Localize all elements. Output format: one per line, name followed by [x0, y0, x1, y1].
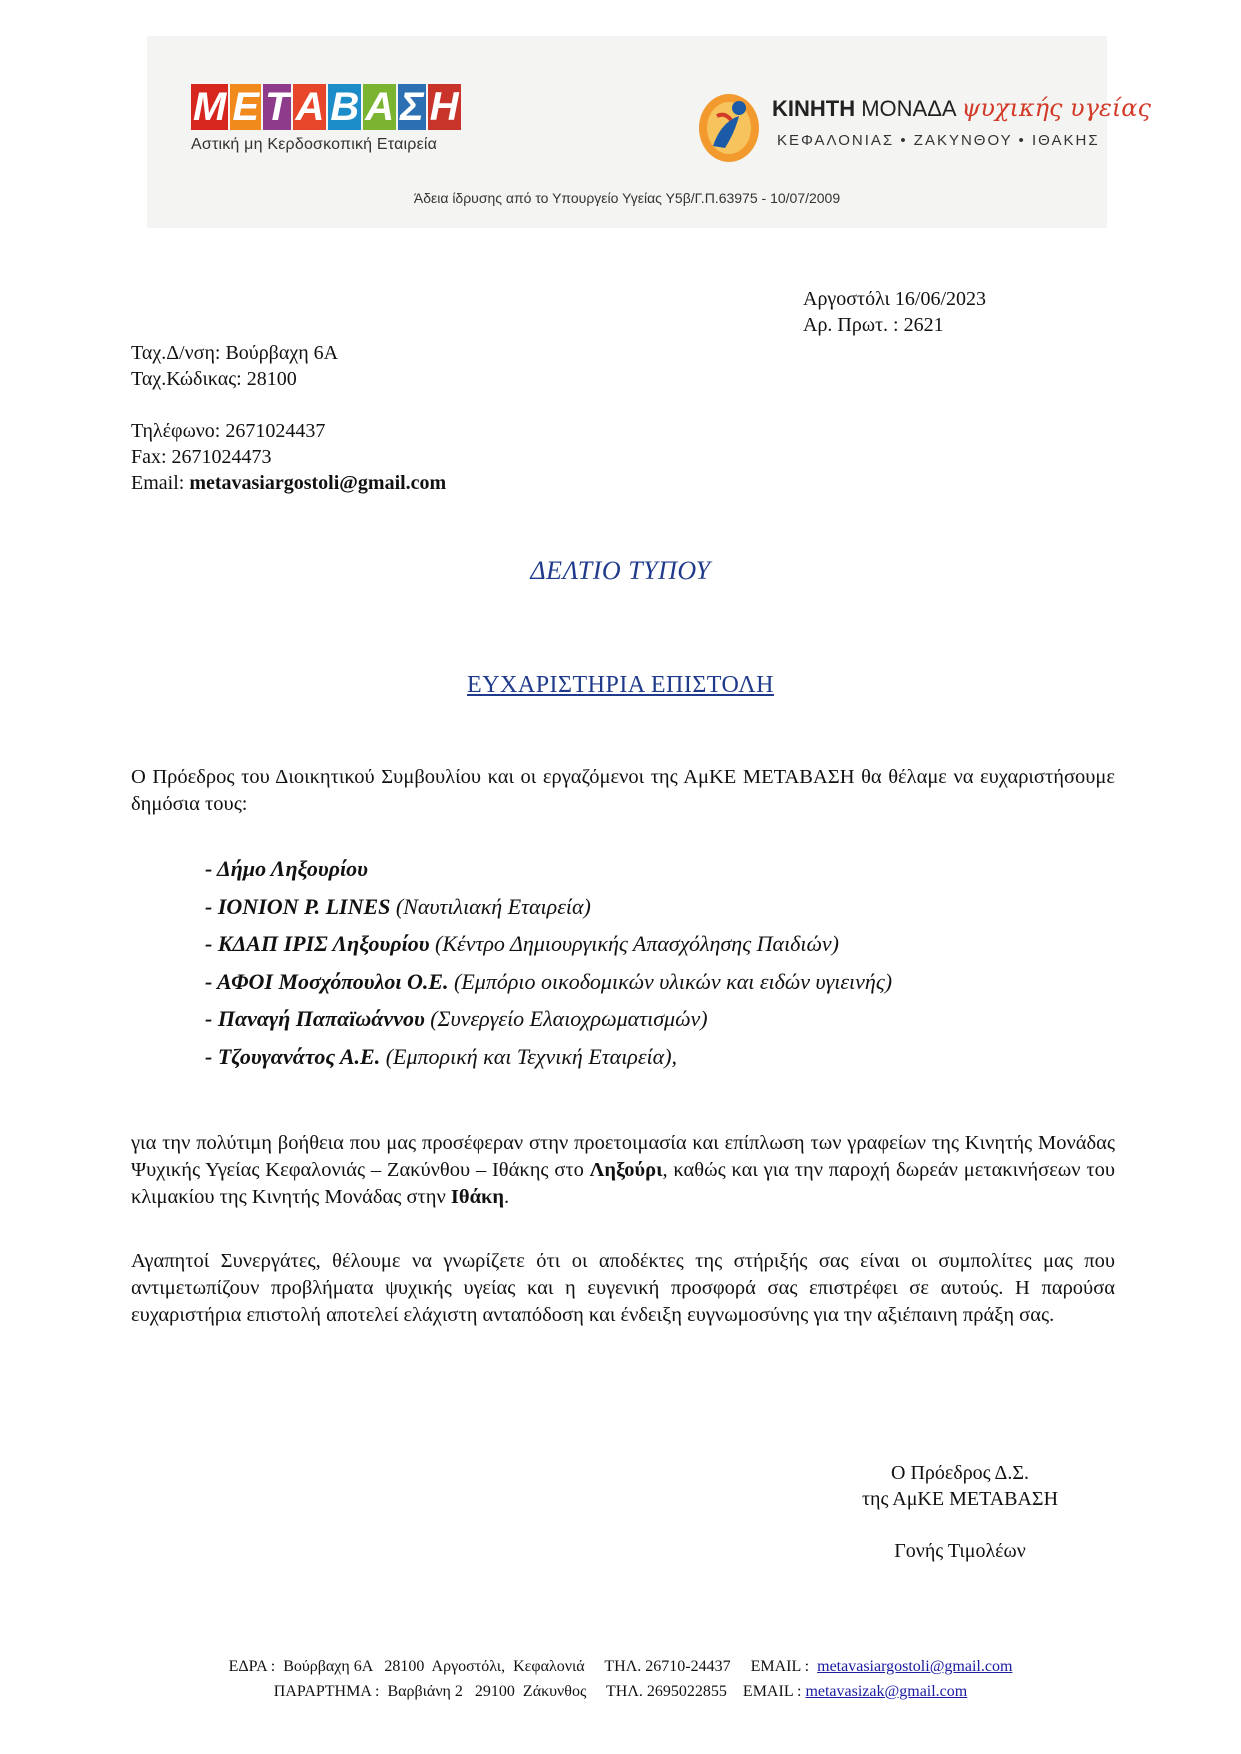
logo-letter: Σ — [400, 85, 424, 129]
letter-title: ΕΥΧΑΡΙΣΤΗΡΙΑ ΕΠΙΣΤΟΛΗ — [467, 672, 774, 698]
list-item — [205, 929, 892, 967]
spacer — [131, 392, 446, 418]
intro-paragraph: Ο Πρόεδρος του Διοικητικού Συμβουλίου και οι εργαζόμενοι της ΑμΚΕ ΜΕΤΑΒΑΣΗ θα θέλαμε να ευχαριστήσουμε δημόσια τους: — [131, 766, 1115, 815]
fax: Fax: 2671024473 — [131, 446, 272, 468]
email-label: Email: — [131, 472, 190, 494]
list-item-desc: (Εμπόριο οικοδομικών υλικών και ειδών υγιεινής) — [448, 968, 893, 994]
logo-letter: Τ — [265, 85, 290, 129]
list-item-desc: (Εμπορική και Τεχνική Εταιρεία), — [380, 1043, 678, 1069]
address-block — [131, 340, 446, 496]
footer-branch-text: ΠΑΡΑΡΤΗΜΑ : Βαρβιάνη 2 29100 Ζάκυνθος ΤΗΛ. 2695022855 EMAIL : — [273, 1683, 806, 1700]
footer-branch-email-link[interactable]: metavasizak@gmail.com — [805, 1683, 968, 1700]
list-item-name: - Τζουγανάτος Α.Ε. — [205, 1043, 381, 1069]
metavasi-logo — [191, 84, 461, 154]
logo-letter: Ε — [232, 85, 260, 129]
mobile-unit-title-bold: ΚΙΝΗΤΗ — [772, 96, 856, 121]
logo-letter: Α — [295, 85, 325, 129]
spacer — [760, 1512, 1160, 1538]
license-line: Άδεια ίδρυσης από το Υπουργείο Υγείας Υ5β/Γ.Π.63975 - 10/07/2009 — [413, 190, 841, 206]
body-paragraph-2: Αγαπητοί Συνεργάτες, θέλουμε να γνωρίζετε ότι οι αποδέκτες της στήριξής σας είναι οι συμπολίτες μας που αντιμετωπίζουν προβλήματα ψυχικής υγείας και η ευγενική προσφορά σας επιστρέφει σε αυτούς. Η παρούσα ευχαριστήρια επιστολή αποτελεί ελάχιστη ανταπόδοση και ένδειξη ευγνωμοσύνης για την αξιέπαινη πράξη σας. — [131, 1250, 1115, 1326]
list-item-name: - Παναγή Παπαϊωάννου — [205, 1006, 425, 1032]
logo-letter: Β — [330, 85, 360, 129]
mobile-unit-title-script: ψυχικής υγείας — [961, 94, 1151, 122]
phone: Τηλέφωνο: 2671024437 — [131, 420, 326, 442]
mobile-unit-title-mid: ΜΟΝΑΔΑ — [855, 96, 962, 121]
list-item-desc: (Συνεργείο Ελαιοχρωματισμών) — [424, 1006, 708, 1032]
email-line — [131, 470, 446, 496]
list-item-name: - ΑΦΟΙ Μοσχόπουλοι Ο.Ε. — [205, 968, 449, 994]
signature-org: της ΑμΚΕ ΜΕΤΑΒΑΣΗ — [861, 1488, 1059, 1510]
body1-text: . — [504, 1186, 510, 1208]
list-item-desc: (Κέντρο Δημιουργικής Απασχόλησης Παιδιών) — [429, 931, 839, 957]
thanks-list — [205, 854, 892, 1080]
press-release-heading: ΔΕΛΤΙΟ ΤΥΠΟΥ — [530, 556, 711, 585]
list-item-name: - ΚΔΑΠ ΙΡΙΣ Ληξουρίου — [205, 931, 430, 957]
protocol-number: Αρ. Πρωτ. : 2621 — [803, 314, 944, 336]
body1-bold-ithaca: Ιθάκη — [450, 1186, 505, 1208]
postal-code: Ταχ.Κώδικας: 28100 — [131, 368, 297, 390]
mobile-unit-regions: ΚΕΦΑΛΟΝΙΑΣ • ΖΑΚΥΝΘΟΥ • ΙΘΑΚΗΣ — [777, 132, 1100, 149]
footer-hq-text: ΕΔΡΑ : Βούρβαχη 6Α 28100 Αργοστόλι, Κεφαλονιά ΤΗΛ. 26710-24437 EMAIL : — [228, 1658, 818, 1675]
mobile-unit-title — [772, 94, 1151, 122]
signature-block — [760, 1460, 1160, 1564]
date-block — [803, 286, 986, 338]
mobile-unit-logo-icon — [695, 86, 763, 166]
list-item — [205, 892, 892, 930]
list-item — [205, 1004, 892, 1042]
logo-letter: Η — [429, 85, 459, 129]
letterhead — [147, 36, 1151, 228]
footer-hq-email-link[interactable]: metavasiargostoli@gmail.com — [817, 1658, 1013, 1675]
body-paragraph-1 — [131, 1130, 1115, 1211]
footer — [0, 1654, 1241, 1704]
postal-address: Ταχ.Δ/νση: Βούρβαχη 6Α — [131, 342, 339, 364]
list-item-desc: (Ναυτιλιακή Εταιρεία) — [390, 893, 591, 919]
logo-subtitle: Αστική μη Κερδοσκοπική Εταιρεία — [191, 136, 438, 153]
email-value: metavasiargostoli@gmail.com — [189, 472, 447, 494]
footer-row-branch — [0, 1679, 1241, 1704]
logo-letter: Μ — [193, 85, 227, 129]
body1-bold-lixouri: Ληξούρι — [589, 1159, 663, 1181]
signature-title: Ο Πρόεδρος Δ.Σ. — [891, 1462, 1029, 1484]
body1-text: , καθώς και για την παροχή δωρεάν μετακινήσεων του κλιμακίου της Κινητής Μονάδας στην — [131, 1159, 1115, 1208]
body1-text: για την πολύτιμη βοήθεια που μας προσέφεραν στην προετοιμασία και επίπλωση των γραφείων της Κινητής Μονάδας Ψυχικής Υγείας Κεφαλονιάς – Ζακύνθου – Ιθάκης στο — [131, 1132, 1115, 1181]
list-item-name: - Δήμο Ληξουρίου — [205, 856, 368, 881]
logo-letter: Α — [365, 85, 395, 129]
signature-name: Γονής Τιμολέων — [894, 1540, 1026, 1562]
metavasi-logo-word — [191, 84, 461, 130]
list-item-name: - ΙΟΝΙΟΝ P. LINES — [205, 893, 391, 919]
list-item — [205, 967, 892, 1005]
footer-row-hq — [0, 1654, 1241, 1679]
list-item — [205, 854, 892, 892]
list-item — [205, 1042, 892, 1080]
place-date: Αργοστόλι 16/06/2023 — [803, 288, 987, 310]
